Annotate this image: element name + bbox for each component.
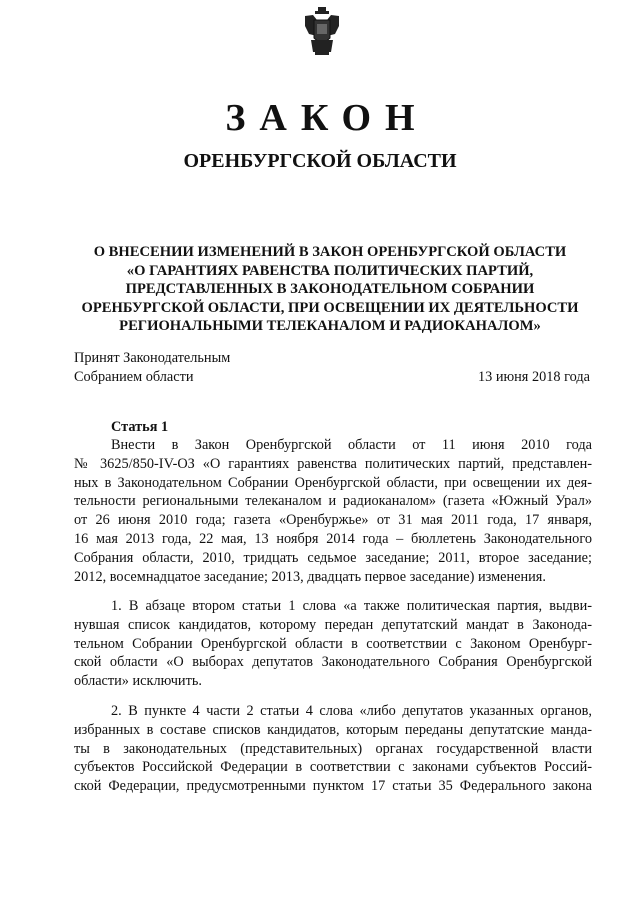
text-line: 1. В абзаце втором статьи 1 слова «а также политическая партия, выдви- [111,598,592,614]
paragraph-item-1 [74,597,592,691]
heading-line: ПРЕДСТАВЛЕННЫХ В ЗАКОНОДАТЕЛЬНОМ СОБРАНИИ [125,281,535,297]
article-title: Статья 1 [111,419,169,435]
text-line: ты в законодательных (представительных) органах государственной власти [74,740,592,757]
text-line: ных в Законодательном Собрании Оренбургской области, при освещении их дея- [74,474,592,491]
heading-line: О ВНЕСЕНИИ ИЗМЕНЕНИЙ В ЗАКОН ОРЕНБУРГСКОЙ ОБЛАСТИ [93,244,567,260]
document-type-title: ЗАКОН [225,97,429,139]
text-line: ской области «О выборах депутатов Законодательного Собрания Оренбургской [74,654,592,671]
text-line: области» исключить. [74,673,202,690]
adoption-line: Собранием области [74,368,194,385]
text-line: тельном Собрании Оренбургской области в соответствии с Законом Оренбург- [74,635,592,652]
law-heading [60,243,600,336]
paragraph-intro [74,436,592,586]
text-line: 2012, восемнадцатое заседание; 2013, двадцать первое заседание) изменения. [74,568,546,585]
text-line: ской Федерации, предусмотренными пунктом 17 статьи 35 Федерального закона [74,778,592,795]
text-line: № 3625/850-IV-ОЗ «О гарантиях равенства политических партий, представлен- [74,455,592,472]
text-line: тельности региональными телеканалом и радиоканалом» (газета «Южный Урал» [74,493,592,510]
adoption-line: Принят Законодательным [74,350,231,366]
coat-of-arms-icon [303,6,341,56]
adoption-date: 13 июня 2018 года [477,369,590,385]
text-line: 2. В пункте 4 части 2 статьи 4 слова «либо депутатов указанных органов, [111,703,592,719]
paragraph-item-2 [74,702,592,796]
text-line: субъектов Российской Федерации в соответствии с законами субъектов Россий- [74,759,592,776]
text-line: 16 мая 2013 года, 22 мая, 13 ноября 2014 года – бюллетень Законодательного [74,530,592,547]
heading-line: ОРЕНБУРГСКОЙ ОБЛАСТИ, ПРИ ОСВЕЩЕНИИ ИХ ДЕЯТЕЛЬНОСТИ [81,299,579,316]
text-line: Внести в Закон Оренбургской области от 11 июня 2010 года [111,437,592,453]
text-line: избранных в составе списков кандидатов, которым переданы депутатские манда- [74,721,592,738]
heading-line: «О ГАРАНТИЯХ РАВЕНСТВА ПОЛИТИЧЕСКИХ ПАРТИЙ, [126,262,534,279]
text-line: нувшая список кандидатов, которому передан депутатский мандат в Законода- [74,616,592,633]
region-title: ОРЕНБУРГСКОЙ ОБЛАСТИ [183,150,457,172]
adoption-note [74,349,230,386]
text-line: Собрания области, 2010, тридцать седьмое заседание; 2011, второе заседание; [74,549,592,566]
heading-line: РЕГИОНАЛЬНЫМИ ТЕЛЕКАНАЛОМ И РАДИОКАНАЛОМ» [119,318,541,334]
text-line: от 26 июня 2010 года; газета «Оренбуржье» от 31 мая 2011 года, 17 января, [74,512,592,529]
